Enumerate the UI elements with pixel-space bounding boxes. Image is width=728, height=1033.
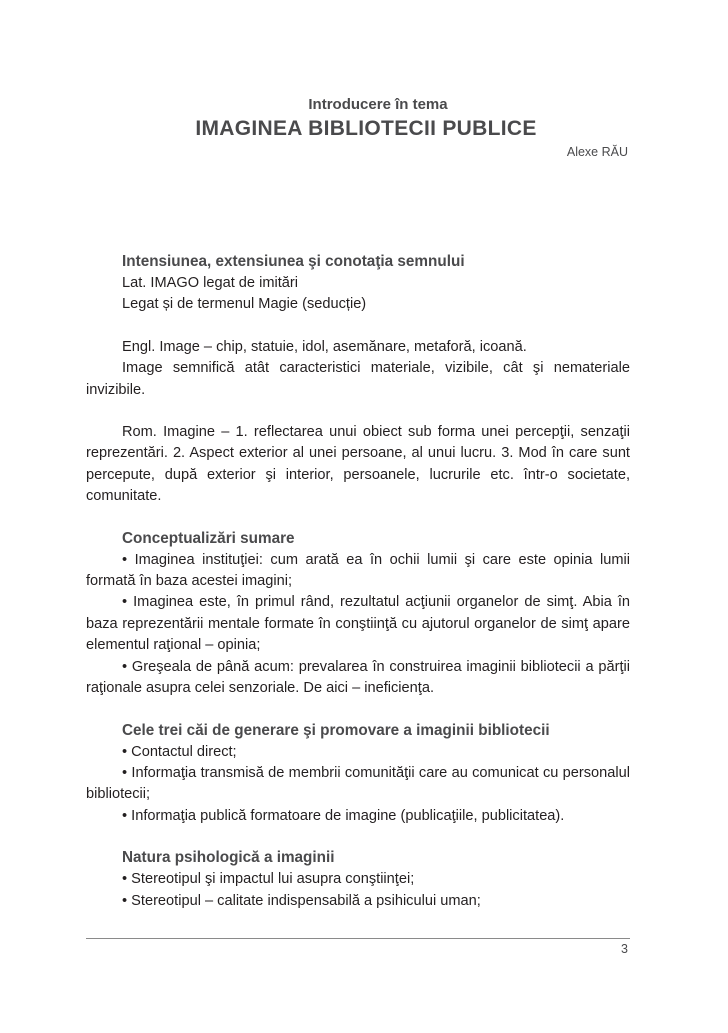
section-engl — [86, 337, 630, 401]
footer-rule — [86, 938, 630, 939]
document-title: IMAGINEA BIBLIOTECII PUBLICE — [195, 117, 537, 140]
author-name: Alexe RĂU — [566, 145, 628, 159]
section-cai-promovare — [86, 721, 630, 828]
section-natura-psihologica — [86, 848, 630, 912]
document-kicker: Introducere în tema — [308, 96, 448, 113]
bullet-item: • Contactul direct; — [122, 743, 237, 760]
paragraph: Lat. IMAGO legat de imitări — [122, 275, 299, 291]
bullet-item: • Imaginea instituţiei: cum arată ea în ochii lumii şi care este opinia lumii formată în baza acestei imagini; — [86, 551, 630, 590]
bullet-item: • Stereotipul – calitate indispensabilă a psihicului uman; — [122, 892, 481, 909]
paragraph: Legat și de termenul Magie (seducție) — [122, 296, 367, 313]
spacer — [86, 700, 630, 721]
paragraph: Rom. Imagine – 1. reflectarea unui obiect sub forma unei percepţii, senzaţii reprezentări. 2. Aspect exterior al unei persoane, al unui lucru. 3. Mod în care sunt percepute, după exterior şi interior, persoanele, lucrurile etc. într-o societate, comunitate. — [86, 424, 630, 505]
page-number: 3 — [621, 942, 628, 956]
spacer — [86, 401, 630, 422]
section-heading: Cele trei căi de generare şi promovare a imaginii bibliotecii — [122, 721, 550, 739]
section-rom — [86, 422, 630, 508]
section-conceptualizari — [86, 529, 630, 700]
bullet-item: • Informaţia publică formatoare de imagine (publicaţiile, publicitatea). — [122, 807, 565, 824]
bullet-item: • Greşeala de până acum: prevalarea în construirea imaginii bibliotecii a părţii raţionale asupra celei senzoriale. De aici – ineficienţa. — [86, 658, 630, 697]
spacer — [86, 827, 630, 848]
bullet-item: • Stereotipul şi impactul lui asupra conştiinţei; — [122, 871, 415, 888]
section-heading: Natura psihologică a imaginii — [122, 849, 335, 867]
paragraph: Engl. Image – chip, statuie, idol, asemănare, metaforă, icoană. — [122, 338, 527, 355]
paragraph: Image semnifică atât caracteristici materiale, vizibile, cât şi nemateriale invizibile. — [86, 360, 630, 398]
document-body — [86, 252, 630, 912]
section-heading: Intensiunea, extensiunea şi conotaţia semnului — [122, 253, 465, 270]
bullet-item: • Informaţia transmisă de membrii comunităţii care au comunicat cu personalul bibliotecii; — [86, 764, 630, 803]
bullet-item: • Imaginea este, în primul rând, rezultatul acţiunii organelor de simţ. Abia în baza reprezentării mentale formate în conştiinţă cu ajutorul organelor de simţ apare elementul raţional – opinia; — [86, 594, 630, 654]
spacer — [86, 316, 630, 337]
spacer — [86, 508, 630, 529]
section-semn — [86, 252, 630, 316]
section-heading: Conceptualizări sumare — [122, 529, 295, 547]
